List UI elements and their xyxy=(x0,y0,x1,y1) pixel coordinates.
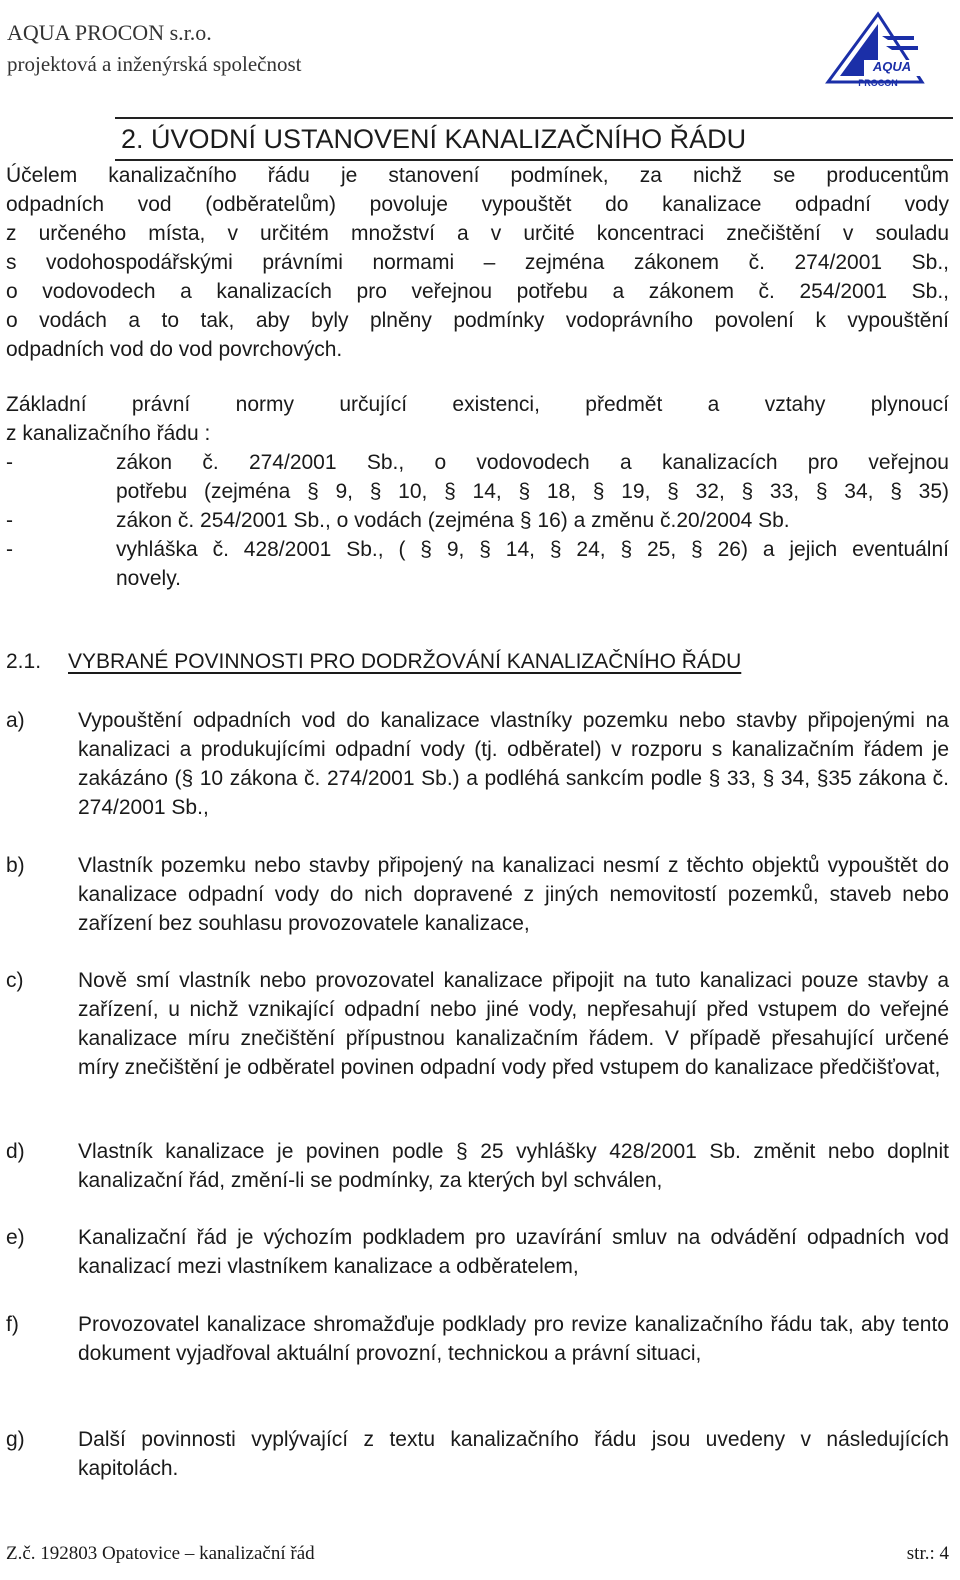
item-label: g) xyxy=(6,1428,25,1451)
item-label: c) xyxy=(6,969,24,992)
law-list xyxy=(6,448,949,593)
company-tagline: projektová a inženýrská společnost xyxy=(7,52,302,76)
intro-line: o vodách a to tak, aby byly plněny podmínky vodoprávního povolení k vypouštění xyxy=(6,309,949,332)
list-dash: - xyxy=(6,509,13,532)
intro-line: z určeného místa, v určitém množství a v určité koncentraci znečištění v souladu xyxy=(6,222,949,245)
obligation-item-f xyxy=(6,1310,949,1368)
legal-basis-paragraph xyxy=(6,390,949,448)
item-label: f) xyxy=(6,1313,19,1336)
section-title: 2. ÚVODNÍ USTANOVENÍ KANALIZAČNÍHO ŘÁDU xyxy=(121,124,747,154)
item-label: a) xyxy=(6,709,25,732)
footer-document-id: Z.č. 192803 Opatovice – kanalizační řád xyxy=(6,1543,315,1564)
intro-line: odpadních vod (odběratelům) povoluje vypouštět do kanalizace odpadní vody xyxy=(6,193,949,216)
svg-text:AQUA: AQUA xyxy=(872,59,912,74)
law-line: zákon č. 254/2001 Sb., o vodách (zejména § 16) a změnu č.20/2004 Sb. xyxy=(116,509,790,532)
company-name: AQUA PROCON s.r.o. xyxy=(7,20,212,45)
law-item xyxy=(6,448,949,506)
intro-line: o vodovodech a kanalizacích pro veřejnou potřebu a zákonem č. 254/2001 Sb., xyxy=(6,280,949,303)
item-text: Vlastník kanalizace je povinen podle § 25 vyhlášky 428/2001 Sb. změnit nebo doplnit kanalizační řád, změní-li se podmínky, za kterých byl schválen, xyxy=(78,1140,949,1192)
subsection-title: VYBRANÉ POVINNOSTI PRO DODRŽOVÁNÍ KANALIZAČNÍHO ŘÁDU xyxy=(68,650,742,673)
obligation-item-b xyxy=(6,851,949,938)
list-dash: - xyxy=(6,451,13,474)
footer-page-number: str.: 4 xyxy=(906,1543,949,1564)
page-header xyxy=(0,0,960,104)
law-line: potřebu (zejména § 9, § 10, § 14, § 18, § 19, § 32, § 33, § 34, § 35) xyxy=(116,480,949,503)
basis-line: z kanalizačního řádu : xyxy=(6,422,211,445)
item-text: Vlastník pozemku nebo stavby připojený na kanalizaci nesmí z těchto objektů vypouštět do kanalizace odpadní vody do nich dopravené z jiných nemovitostí pozemků, staveb nebo zařízení bez souhlasu provozovatele kanalizace, xyxy=(78,854,949,935)
svg-text:PROCON: PROCON xyxy=(858,78,898,88)
basis-line: Základní právní normy určující existenci, předmět a vztahy plynoucí xyxy=(6,393,949,416)
item-text: Nově smí vlastník nebo provozovatel kanalizace připojit na tuto kanalizaci pouze stavby a zařízení, u nichž vznikající odpadní nebo jiné vody, nepřesahují před vstupem do veřejné kanalizace míru znečištění přípustnou kanalizačním řádem. V případě přesahující určené míry znečištění je odběratel povinen odpadní vody před vstupem do kanalizace předčišťovat, xyxy=(78,969,949,1079)
intro-paragraph xyxy=(6,161,949,364)
law-line: vyhláška č. 428/2001 Sb., ( § 9, § 14, § 24, § 25, § 26) a jejich eventuální xyxy=(116,538,949,561)
law-item xyxy=(6,535,949,593)
aqua-procon-logo xyxy=(818,6,930,88)
intro-line: Účelem kanalizačního řádu je stanovení podmínek, za nichž se producentům xyxy=(6,164,949,187)
item-text: Vypouštění odpadních vod do kanalizace vlastníky pozemku nebo stavby připojenými na kanalizaci a produkujícími odpadní vody (tj. odběratel) v rozporu s kanalizačním řádem je zakázáno (§ 10 zákona č. 274/2001 Sb.) a podléhá sankcím podle § 33, § 34, §35 zákona č. 274/2001 Sb., xyxy=(78,709,949,819)
item-text: Provozovatel kanalizace shromažďuje podklady pro revize kanalizačního řádu tak, aby tento dokument vyjadřoval aktuální provozní, technickou a právní situaci, xyxy=(78,1313,949,1365)
item-label: b) xyxy=(6,854,25,877)
section-title-bar xyxy=(115,117,953,161)
obligation-item-a xyxy=(6,706,949,822)
law-line: novely. xyxy=(116,567,181,590)
obligation-item-c xyxy=(6,966,949,1082)
law-item xyxy=(6,506,949,535)
obligation-item-e xyxy=(6,1223,949,1281)
law-line: zákon č. 274/2001 Sb., o vodovodech a kanalizacích pro veřejnou xyxy=(116,451,949,474)
list-dash: - xyxy=(6,538,13,561)
item-label: d) xyxy=(6,1140,25,1163)
subsection-heading xyxy=(6,648,741,676)
obligation-item-g xyxy=(6,1425,949,1483)
item-text: Kanalizační řád je výchozím podkladem pro uzavírání smluv na odvádění odpadních vod kanalizací mezi vlastníkem kanalizace a odběratelem, xyxy=(78,1226,949,1278)
subsection-number: 2.1. xyxy=(6,650,42,673)
intro-line: s vodohospodářskými právními normami – zejména zákonem č. 274/2001 Sb., xyxy=(6,251,949,274)
item-text: Další povinnosti vyplývající z textu kanalizačního řádu jsou uvedeny v následujících kapitolách. xyxy=(78,1428,949,1480)
item-label: e) xyxy=(6,1226,25,1249)
intro-line: odpadních vod do vod povrchových. xyxy=(6,338,343,361)
obligation-item-d xyxy=(6,1137,949,1195)
